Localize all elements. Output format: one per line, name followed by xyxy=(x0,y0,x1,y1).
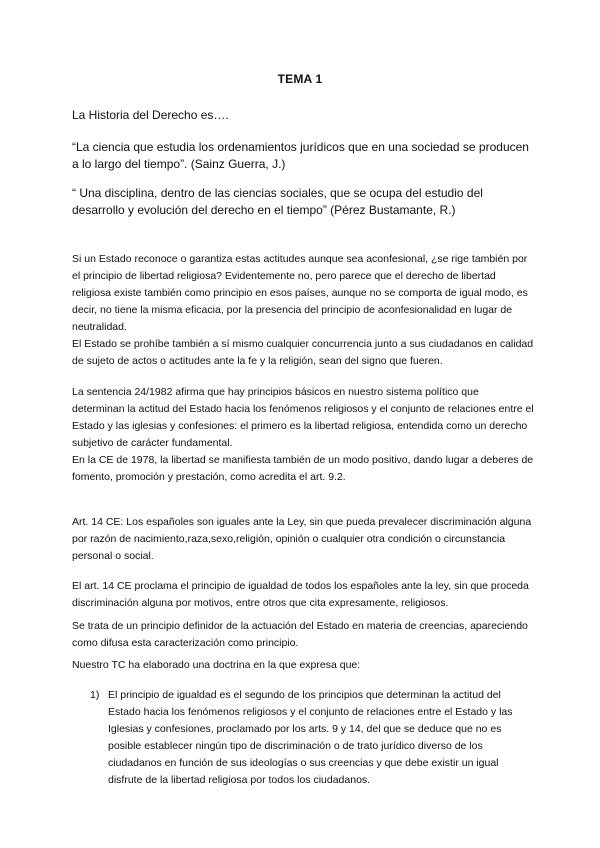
list-item xyxy=(90,687,534,789)
paragraph-sentencia-24-1982: La sentencia 24/1982 afirma que hay principios básicos en nuestro sistema político que determinan la actitud del Estado hacia los fenómenos religiosos y el conjunto de relaciones entre el Estado y las iglesias y confesiones: el primero es la libertad religiosa, entendida como un derecho subjetivo de carácter fundamental. xyxy=(72,386,534,449)
list-item-text: El principio de igualdad es el segundo de los principios que determinan la actitud del Estado hacia los fenómenos religiosos y el conjunto de relaciones entre el Estado y las Iglesias y confesiones, proclamado por los arts. 9 y 14, del que se deduce que no es posible establecer ningún tipo de discriminación o de trato jurídico diverso de los ciudadanos en función de sus ideologías o sus creencias y que debe existir un igual disfrute de la libertad religiosa por todos los ciudadanos. xyxy=(108,689,513,786)
paragraph-art-14-ce: Art. 14 CE: Los españoles son iguales ante la Ley, sin que pueda prevalecer discriminación alguna por razón de nacimiento,raza,sexo,religión, opinión o cualquier otra condición o circunstancia personal o social. xyxy=(72,516,532,562)
list-item-number: 1) xyxy=(90,689,100,701)
paragraph-ce-1978: En la CE de 1978, la libertad se manifiesta también de un modo positivo, dando lugar a deberes de fomento, promoción y prestación, como acredita el art. 9.2. xyxy=(72,454,534,483)
intro-line: La Historia del Derecho es…. xyxy=(72,108,229,122)
paragraph-libertad-religiosa: Si un Estado reconoce o garantiza estas actitudes aunque sea aconfesional, ¿se rige también por el principio de libertad religiosa? Evidentemente no, pero parece que el derecho de libertad religiosa existe también como principio en esos países, aunque no se comporta de igual modo, es decir, no tiene la misma eficacia, por la presencia del principio de aconfesionalidad en lugar de neutralidad. xyxy=(72,253,528,333)
paragraph-principio-definidor: Se trata de un principio definidor de la actuación del Estado en materia de creencias, apareciendo como difusa esta caracterización como principio. xyxy=(72,620,528,649)
paragraph-concurrencia: El Estado se prohíbe también a sí mismo cualquier concurrencia junto a sus ciudadanos en calidad de sujeto de actos o actitudes ante la fe y la religión, sean del signo que fueren. xyxy=(72,338,534,367)
paragraph-doctrina-tc: Nuestro TC ha elaborado una doctrina en la que expresa que: xyxy=(72,659,361,671)
numbered-list xyxy=(90,687,534,789)
document-title: TEMA 1 xyxy=(277,72,323,86)
quote-sainz-guerra: “La ciencia que estudia los ordenamientos jurídicos que en una sociedad se producen a lo largo del tiempo”. (Sainz Guerra, J.) xyxy=(72,140,529,171)
paragraph-principio-igualdad: El art. 14 CE proclama el principio de igualdad de todos los españoles ante la ley, sin que proceda discriminación alguna por motivos, entre otros que cita expresamente, religiosos. xyxy=(72,580,529,609)
quote-perez-bustamante: “ Una disciplina, dentro de las ciencias sociales, que se ocupa del estudio del desarrollo y evolución del derecho en el tiempo” (Pérez Bustamante, R.) xyxy=(72,186,483,217)
